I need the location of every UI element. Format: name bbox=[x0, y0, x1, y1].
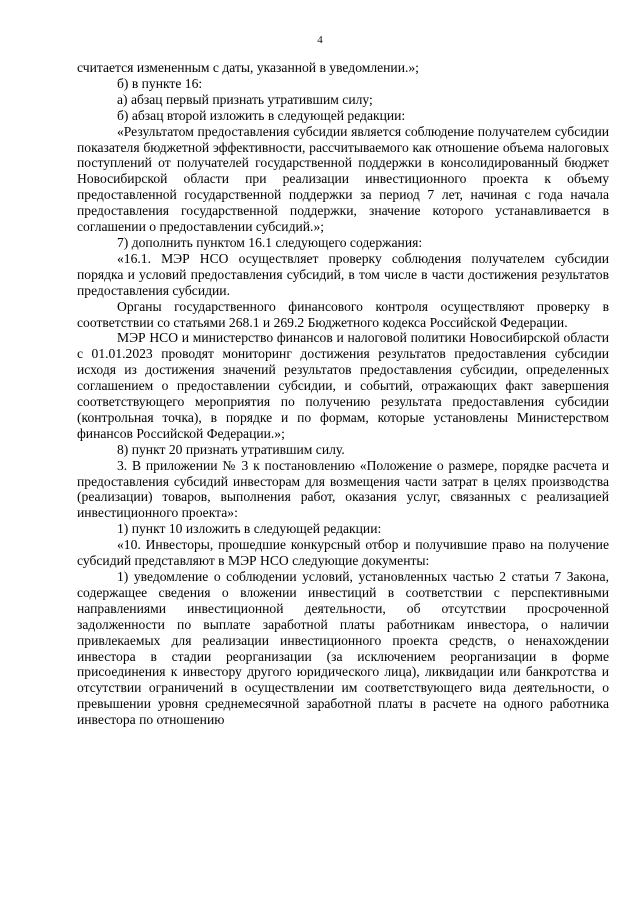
paragraph: б) в пункте 16: bbox=[117, 75, 203, 91]
paragraph: МЭР НСО и министерство финансов и налоговой политики Новосибирской области с 01.01.2023 проводят мониторинг достижения результатов предоставления субсидии исходя из достижения значений результатов предоставления субсидии, определенных соглашением о предоставлении субсидии, и событий, отражающих факт завершения соответствующего мероприятия по получению результата предоставления субсидии (контрольная точка), в порядке и по формам, которые установлены Министерством финансов Российской Федерации.»; bbox=[77, 330, 609, 441]
paragraph: 1) пункт 10 изложить в следующей редакции: bbox=[117, 521, 382, 537]
paragraph: «16.1. МЭР НСО осуществляет проверку соблюдения получателем субсидии порядка и условий предоставления субсидий, в том числе в части достижения результатов предоставления субсидии. bbox=[77, 250, 609, 298]
paragraph: 8) пункт 20 признать утратившим силу. bbox=[117, 441, 345, 457]
paragraph: Органы государственного финансового контроля осуществляют проверку в соответствии со статьями 268.1 и 269.2 Бюджетного кодекса Российской Федерации. bbox=[77, 298, 609, 330]
page-number: 4 bbox=[317, 34, 323, 46]
paragraph: б) абзац второй изложить в следующей редакции: bbox=[117, 107, 406, 123]
document-body bbox=[77, 60, 609, 728]
paragraph: 7) дополнить пунктом 16.1 следующего содержания: bbox=[117, 234, 423, 250]
paragraph: 3. В приложении № 3 к постановлению «Положение о размере, порядке расчета и предоставления субсидий инвесторам для возмещения части затрат в целях производства (реализации) товаров, выполнения работ, оказания услуг, связанных с реализацией инвестиционного проекта»: bbox=[77, 457, 609, 521]
paragraph: а) абзац первый признать утратившим силу; bbox=[117, 91, 373, 107]
paragraph: 1) уведомление о соблюдении условий, установленных частью 2 статьи 7 Закона, содержащее сведения о вложении инвестиций в соответствии с перспективными направлениями инвестиционной деятельности, об отсутствии просроченной задолженности по выплате заработной платы работникам инвестора, о наличии привлекаемых для реализации инвестиционного проекта средств, о ненахождении инвестора в стадии реорганизации (за исключением реорганизации в форме присоединения к инвестору другого юридического лица), ликвидации или банкротства и отсутствии ограничений в осуществлении им соответствующего вида деятельности, о превышении уровня среднемесячной заработной платы в расчете на одного работника инвестора по отношению bbox=[77, 569, 609, 728]
paragraph: «Результатом предоставления субсидии является соблюдение получателем субсидии показателя бюджетной эффективности, рассчитываемого как отношение объема налоговых поступлений от получателей государственной поддержки в консолидированный бюджет Новосибирской области при реализации инвестиционного проекта к объему предоставленной государственной поддержки за период 7 лет, начиная с года начала предоставления государственной поддержки, значение которого устанавливается в соглашении о предоставлении субсидий.»; bbox=[77, 123, 609, 235]
paragraph: считается измененным с даты, указанной в уведомлении.»; bbox=[77, 60, 419, 75]
paragraph: «10. Инвесторы, прошедшие конкурсный отбор и получившие право на получение субсидий представляют в МЭР НСО следующие документы: bbox=[77, 537, 609, 569]
